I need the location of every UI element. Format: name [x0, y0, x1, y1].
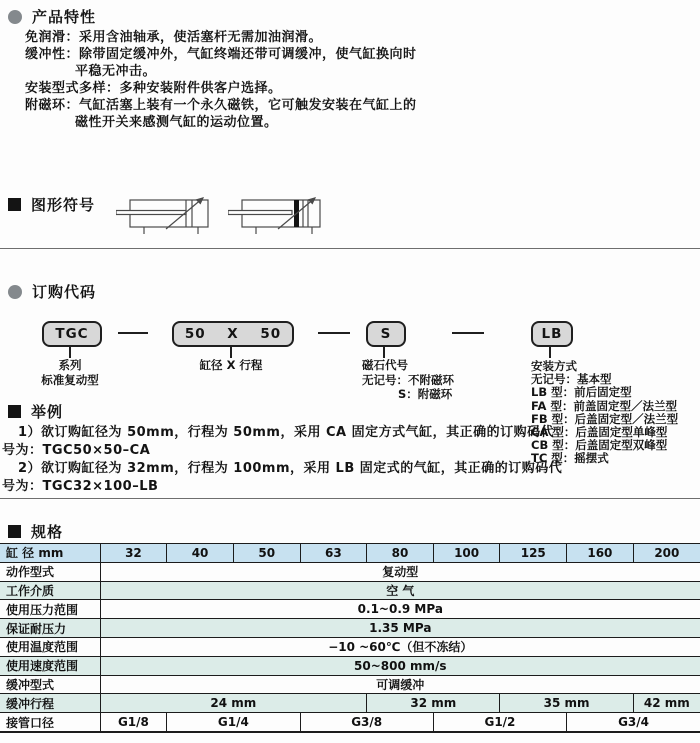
spec-table-body [0, 544, 700, 732]
spec-cell: 可调缓冲 [100, 675, 700, 694]
spec-cell: 缓冲型式 [0, 675, 100, 694]
spec-cell: 保证耐压力 [0, 619, 100, 638]
spec-cell: G1/2 [433, 713, 566, 732]
feature-line: 缓冲性：除带固定缓冲外，气缸终端还带可调缓冲，使气缸换向时 [25, 47, 417, 62]
spec-cell: G1/8 [100, 713, 167, 732]
cylinder-symbol-icon [116, 197, 216, 237]
square-bullet-icon [8, 198, 21, 211]
spec-cell: −10 ~60℃（但不冻结） [100, 637, 700, 656]
spec-table [0, 543, 700, 733]
circle-bullet-icon [8, 285, 22, 299]
section-header-ordering [8, 281, 96, 302]
section-title-features: 产品特性 [32, 8, 97, 26]
section-header-symbols [8, 194, 95, 215]
spec-cell: G1/4 [167, 713, 300, 732]
connector-line [69, 347, 71, 358]
section-header-features [8, 6, 96, 27]
mount-option: FA 型：前盖固定型／法兰型 [531, 398, 677, 413]
spec-cell: 63 [300, 544, 367, 563]
connector-line [230, 347, 232, 358]
spec-cell: 接管口径 [0, 713, 100, 732]
spec-cell: 空 气 [100, 581, 700, 600]
mount-option: TC 型：摇摆式 [531, 451, 609, 466]
section-header-specs [8, 521, 63, 542]
code-box-bore-stroke [172, 321, 294, 347]
feature-line: 平稳无冲击。 [75, 64, 157, 79]
spec-cell: 工作介质 [0, 581, 100, 600]
connector-line [549, 347, 551, 358]
spec-header-row [0, 544, 700, 563]
spec-cell: 100 [433, 544, 500, 563]
section-divider [0, 248, 700, 249]
section-title-specs: 规格 [31, 523, 64, 541]
x-separator: X [227, 326, 239, 342]
spec-cell: 125 [500, 544, 567, 563]
spec-cell: 使用温度范围 [0, 637, 100, 656]
code-box-magnet [366, 321, 406, 347]
spec-cell: 缓冲行程 [0, 694, 100, 713]
magnet-label: 磁石代号 无记号：不附磁环 S：附磁环 [362, 358, 454, 401]
spec-row [0, 600, 700, 619]
spec-row [0, 562, 700, 581]
spec-cell: G3/8 [300, 713, 433, 732]
spec-cell: 使用压力范围 [0, 600, 100, 619]
section-divider [0, 498, 700, 499]
square-bullet-icon [8, 525, 21, 538]
example-line: 1）欲订购缸径为 50mm，行程为 50mm，采用 CA 固定方式气缸，其正确的订购码代 [18, 425, 555, 440]
spec-cell: G3/4 [567, 713, 700, 732]
series-label: 系列 标准复动型 [41, 358, 99, 387]
mount-option: LB 型：前后固定型 [531, 385, 632, 400]
section-title-examples: 举例 [31, 403, 64, 421]
dash-separator [118, 332, 148, 334]
feature-line: 磁性开关来感测气缸的运动位置。 [75, 115, 278, 130]
code-box-mount-text: LB [541, 326, 563, 342]
dash-separator [318, 332, 350, 334]
code-box-series-text: TGC [55, 326, 89, 342]
code-box-magnet-text: S [380, 326, 392, 342]
spec-cell: 80 [367, 544, 434, 563]
spec-cell: 复动型 [100, 562, 700, 581]
circle-bullet-icon [8, 10, 22, 24]
code-box-series [42, 321, 102, 347]
spec-row [0, 713, 700, 732]
dash-separator [452, 332, 484, 334]
mount-option: 安装方式 [531, 359, 577, 373]
bore-value: 50 [184, 326, 206, 342]
section-title-symbols: 图形符号 [31, 196, 96, 214]
spec-row [0, 619, 700, 638]
spec-cell: 24 mm [100, 694, 367, 713]
example-line: 号为：TGC32×100–LB [2, 479, 159, 494]
mount-option: CA 型：后盖固定型单峰型 [531, 425, 668, 440]
code-box-mount [531, 321, 573, 347]
stroke-value: 50 [260, 326, 282, 342]
spec-row [0, 581, 700, 600]
spec-row [0, 675, 700, 694]
mount-option: FB 型：后盖固定型／法兰型 [531, 411, 679, 426]
mount-option: 无记号：基本型 [531, 372, 612, 387]
spec-row [0, 656, 700, 675]
spec-cell: 200 [633, 544, 700, 563]
spec-cell: 32 mm [367, 694, 500, 713]
spec-cell: 32 [100, 544, 167, 563]
spec-cell: 40 [167, 544, 234, 563]
feature-line: 免润滑：采用含油轴承，使活塞杆无需加油润滑。 [25, 30, 323, 45]
spec-cell: 缸 径 mm [0, 544, 100, 563]
feature-line: 安装型式多样：多种安装附件供客户选择。 [25, 81, 282, 96]
cylinder-symbol-magnetic-icon [228, 197, 328, 237]
square-bullet-icon [8, 405, 21, 418]
spec-cell: 160 [567, 544, 634, 563]
spec-cell: 50 [233, 544, 300, 563]
mount-label-list [531, 360, 678, 466]
spec-cell: 0.1~0.9 MPa [100, 600, 700, 619]
spec-row [0, 637, 700, 656]
bore-stroke-label: 缸径 X 行程 [199, 358, 263, 372]
section-header-examples [8, 401, 63, 422]
mount-option: CB 型：后盖固定型双峰型 [531, 438, 668, 453]
connector-line [383, 347, 385, 358]
section-title-ordering: 订购代码 [32, 283, 97, 301]
spec-cell: 使用速度范围 [0, 656, 100, 675]
feature-line: 附磁环：气缸活塞上装有一个永久磁铁，它可触发安装在气缸上的 [25, 98, 417, 113]
spec-cell: 1.35 MPa [100, 619, 700, 638]
spec-row [0, 694, 700, 713]
example-line: 号为：TGC50×50–CA [2, 443, 151, 458]
spec-cell: 50~800 mm/s [100, 656, 700, 675]
example-line: 2）欲订购缸径为 32mm，行程为 100mm，采用 LB 固定式的气缸，其正确的订购码代 [18, 461, 563, 476]
spec-cell: 42 mm [633, 694, 700, 713]
spec-cell: 动作型式 [0, 562, 100, 581]
spec-cell: 35 mm [500, 694, 633, 713]
